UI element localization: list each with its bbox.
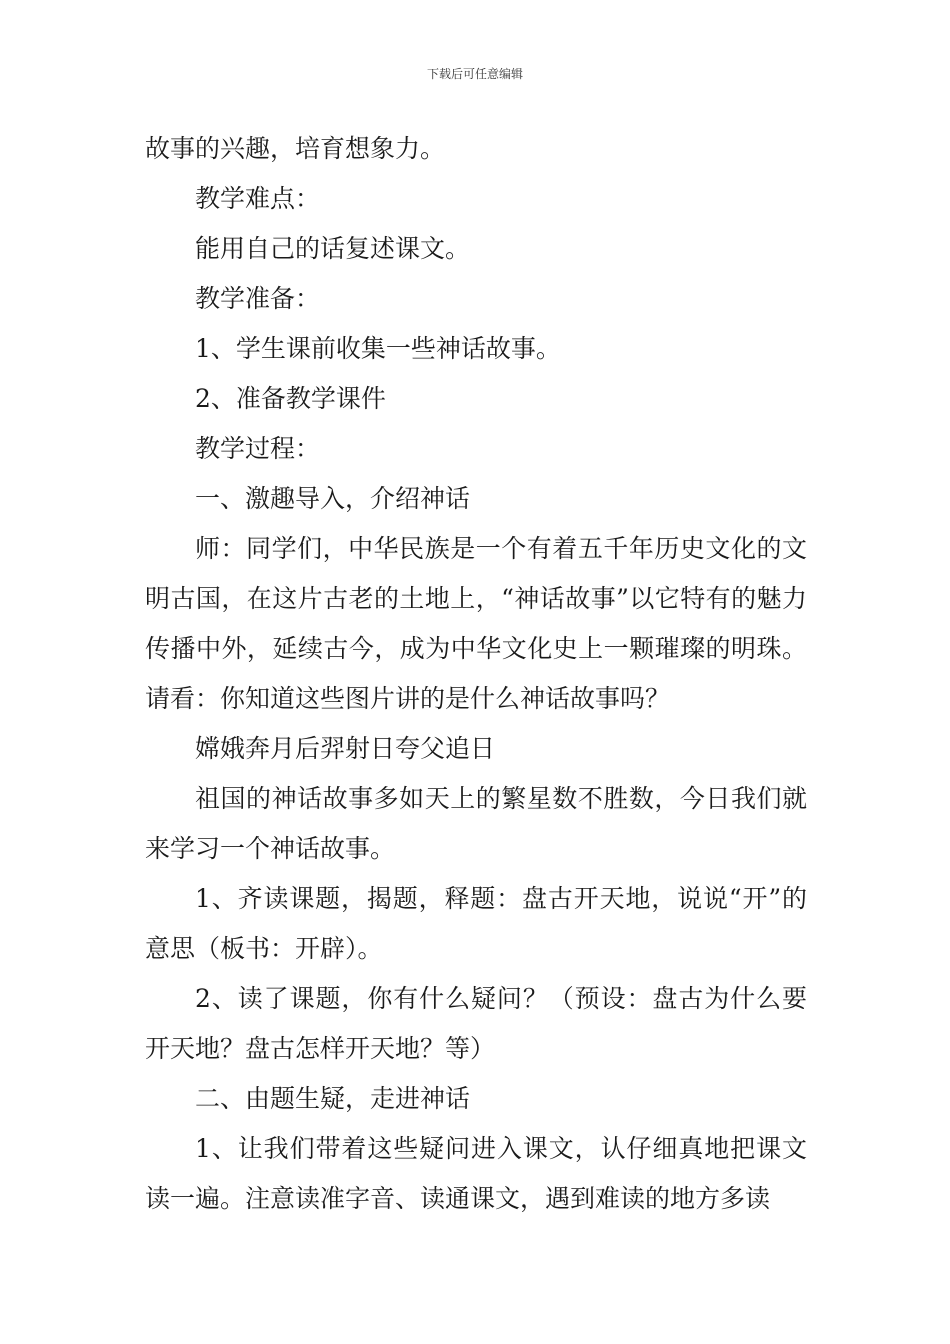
section-heading: 一、激趣导入，介绍神话 bbox=[195, 484, 471, 513]
document-body bbox=[145, 124, 807, 1224]
paragraph: 2、读了课题，你有什么疑问？（预设：盘古为什么要开天地？盘古怎样开天地？等） bbox=[145, 984, 807, 1063]
paragraph: 师：同学们，中华民族是一个有着五千年历史文化的文明古国，在这片古老的土地上，“神话故事”以它特有的魅力传播中外，延续古今，成为中华文化史上一颗璀璨的明珠。请看：你知道这些图片讲的是什么神话故事吗？ bbox=[145, 534, 807, 713]
paragraph: 故事的兴趣，培育想象力。 bbox=[145, 134, 446, 163]
page-header: 下载后可任意编辑 bbox=[426, 67, 523, 81]
paragraph-heading-process: 教学过程： bbox=[195, 434, 321, 463]
paragraph: 2、准备教学课件 bbox=[195, 384, 386, 413]
section-heading: 二、由题生疑，走进神话 bbox=[195, 1084, 471, 1113]
paragraph: 1、让我们带着这些疑问进入课文，认仔细真地把课文读一遍。注意读准字音、读通课文，遇到难读的地方多读 bbox=[145, 1134, 807, 1213]
paragraph: 祖国的神话故事多如天上的繁星数不胜数，今日我们就来学习一个神话故事。 bbox=[145, 784, 807, 863]
paragraph-heading-difficulty: 教学难点： bbox=[195, 184, 321, 213]
paragraph: 嫦娥奔月后羿射日夸父追日 bbox=[195, 734, 496, 763]
paragraph: 1、学生课前收集一些神话故事。 bbox=[195, 334, 561, 363]
paragraph: 能用自己的话复述课文。 bbox=[195, 234, 471, 263]
paragraph-heading-preparation: 教学准备： bbox=[195, 284, 321, 313]
paragraph: 1、齐读课题，揭题，释题：盘古开天地，说说“开”的意思（板书：开辟）。 bbox=[145, 884, 807, 963]
